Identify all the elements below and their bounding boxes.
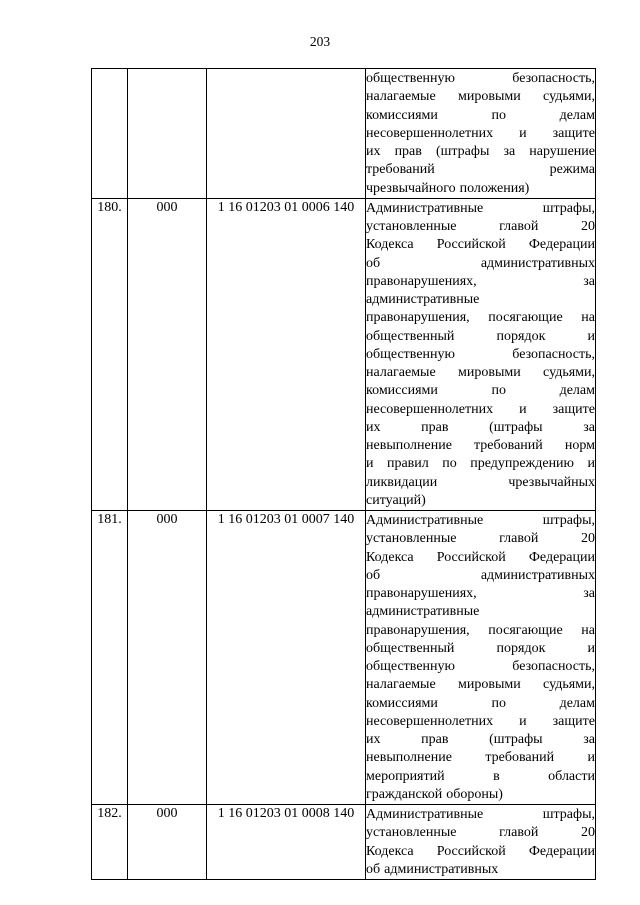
description-line: несовершеннолетних и защите <box>366 125 595 141</box>
description-line: их прав (штрафы за <box>366 732 595 747</box>
description-line: правонарушения, посягающие на <box>366 622 595 638</box>
description-cell <box>366 69 596 199</box>
description-line: ликвидации чрезвычайных <box>366 474 595 490</box>
administrator-code-cell: 000 <box>128 511 207 805</box>
description-line: их прав (штрафы за <box>366 419 595 435</box>
description-line: Административные штрафы, <box>366 200 595 216</box>
description-line: Кодекса Российской Федерации <box>366 549 595 565</box>
budget-classification-code-cell <box>207 69 366 199</box>
description-line: Кодекса Российской Федерации <box>366 237 595 253</box>
description-line: общественную безопасность, <box>366 346 595 362</box>
description-cell <box>366 511 596 805</box>
description-line: административные <box>366 604 480 620</box>
description-line: невыполнение требований и <box>366 750 595 766</box>
table-row <box>92 511 596 805</box>
description-line: установленные главой 20 <box>366 531 595 547</box>
description-line: налагаемые мировыми судьями, <box>366 677 595 693</box>
budget-classification-code-cell: 1 16 01203 01 0008 140 <box>207 805 366 880</box>
table-row <box>92 198 596 510</box>
administrator-code-cell: 000 <box>128 198 207 510</box>
description-line: правонарушениях, за <box>366 273 595 289</box>
description-line: и правил по предупреждению и <box>366 456 595 472</box>
description-line: административные <box>366 292 480 307</box>
description-line: налагаемые мировыми судьями, <box>366 365 595 380</box>
description-line: налагаемые мировыми судьями, <box>366 89 595 105</box>
description-line: требований режима <box>366 162 595 178</box>
table-row <box>92 805 596 880</box>
description-line: мероприятий в области <box>366 768 595 784</box>
description-cell <box>366 198 596 510</box>
description-line: Административные штрафы, <box>366 807 595 822</box>
description-line: несовершеннолетних и защите <box>366 401 595 417</box>
description-line: ситуаций) <box>366 492 426 508</box>
description-line: Кодекса Российской Федерации <box>366 843 595 859</box>
table-row <box>92 69 596 199</box>
description-line: установленные главой 20 <box>366 219 595 234</box>
description-line: комиссиями по делам <box>366 107 595 123</box>
description-line: общественный порядок и <box>366 328 595 344</box>
description-line: комиссиями по делам <box>366 695 595 711</box>
description-line: гражданской обороны) <box>366 786 503 802</box>
budget-classification-code-cell: 1 16 01203 01 0006 140 <box>207 198 366 510</box>
row-number-cell: 180. <box>92 198 128 510</box>
description-line: Административные штрафы, <box>366 513 595 528</box>
description-line: общественный порядок и <box>366 640 595 656</box>
description-line: общественную безопасность, <box>366 71 595 86</box>
description-line: об административных <box>366 861 499 877</box>
row-number-cell: 181. <box>92 511 128 805</box>
budget-codes-table <box>91 68 596 880</box>
administrator-code-cell <box>128 69 207 199</box>
row-number-cell: 182. <box>92 805 128 880</box>
budget-classification-code-cell: 1 16 01203 01 0007 140 <box>207 511 366 805</box>
description-line: об административных <box>366 567 595 583</box>
description-line: несовершеннолетних и защите <box>366 713 595 729</box>
description-cell <box>366 805 596 880</box>
page-number: 203 <box>309 34 331 49</box>
description-line: чрезвычайного положения) <box>366 180 530 196</box>
description-line: установленные главой 20 <box>366 825 595 841</box>
description-line: об административных <box>366 255 595 271</box>
description-line: правонарушениях, за <box>366 586 595 601</box>
row-number-cell <box>92 69 128 199</box>
description-line: их прав (штрафы за нарушение <box>366 144 595 159</box>
description-line: комиссиями по делам <box>366 383 595 399</box>
description-line: невыполнение требований норм <box>366 438 595 453</box>
description-line: правонарушения, посягающие на <box>366 310 595 326</box>
description-line: общественную безопасность, <box>366 659 595 674</box>
administrator-code-cell: 000 <box>128 805 207 880</box>
